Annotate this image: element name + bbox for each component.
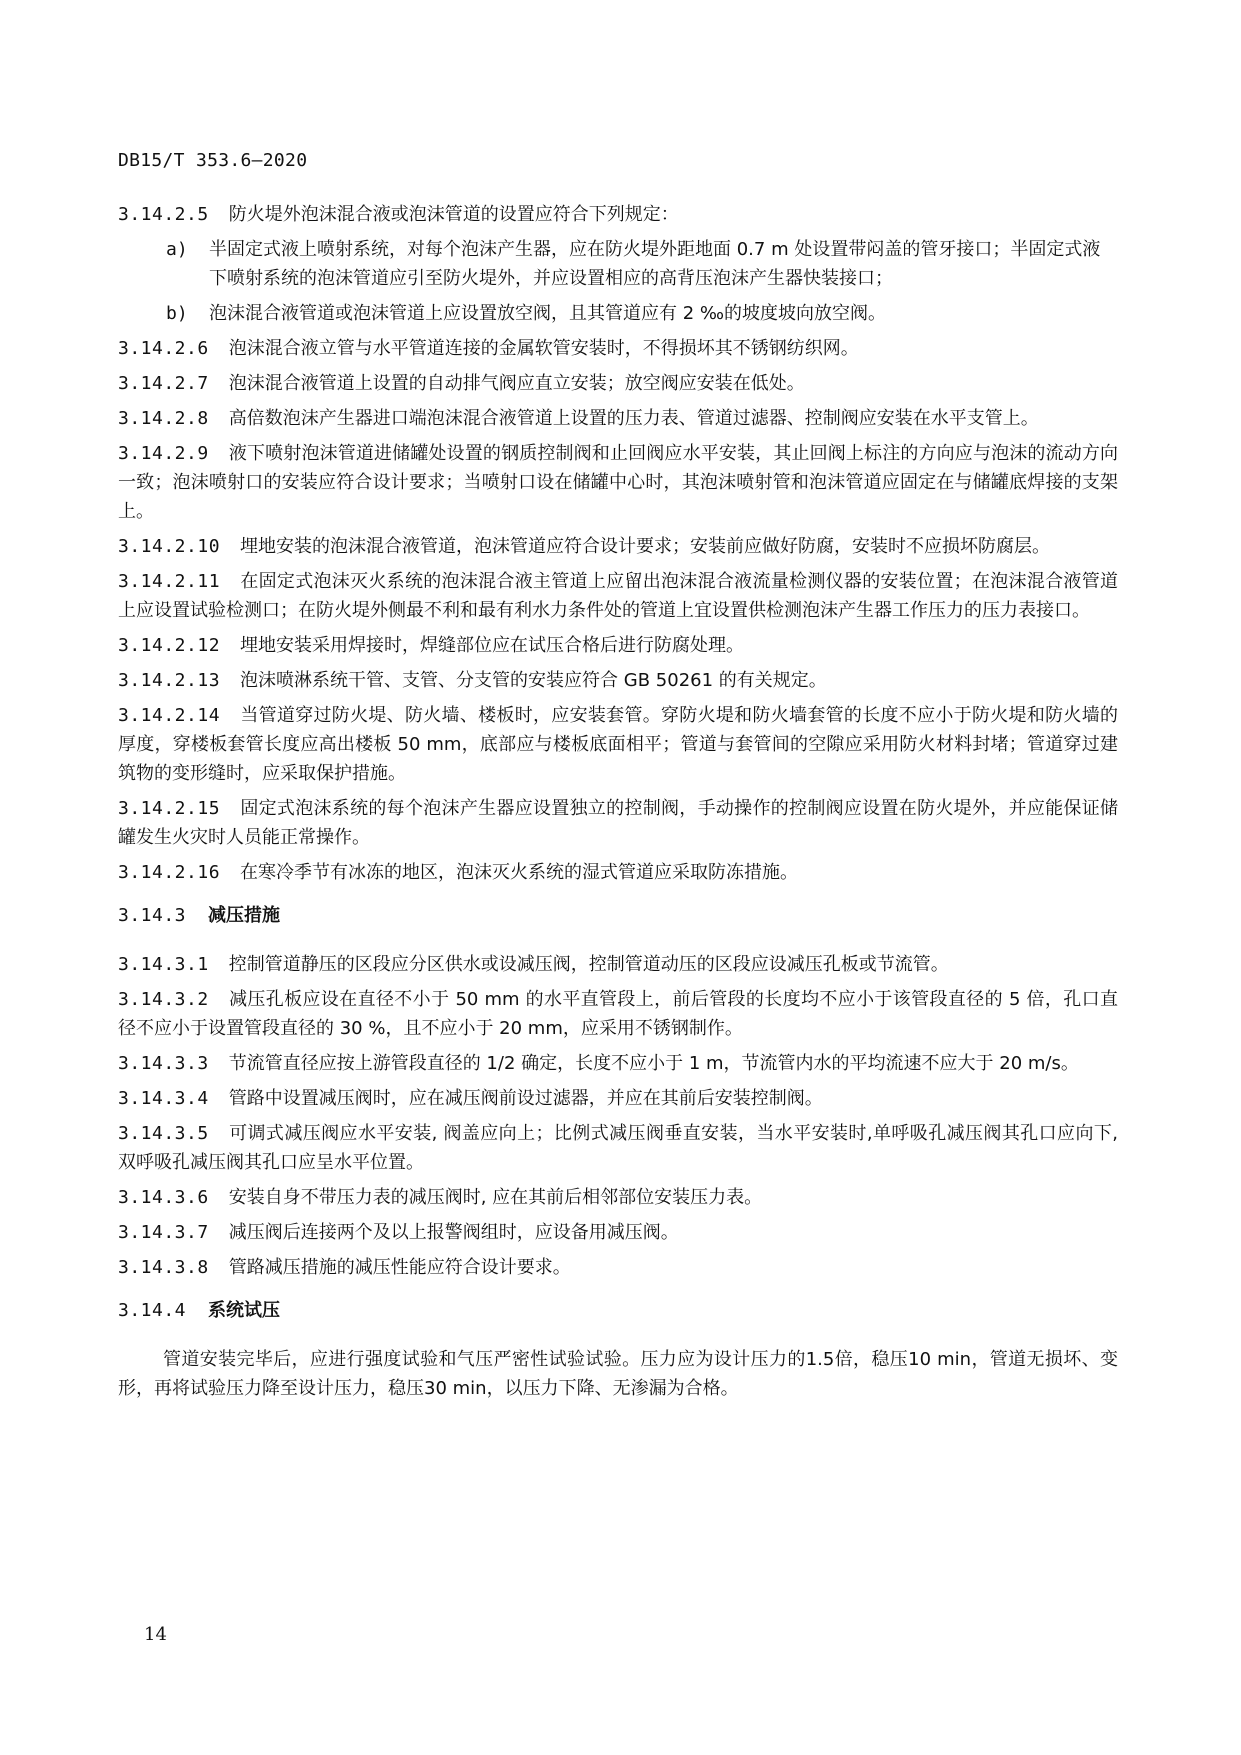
clause-text: 高倍数泡沫产生器进口端泡沫混合液管道上设置的压力表、管道过滤器、控制阀应安装在水平支管上。 — [228, 408, 1039, 429]
clause — [118, 369, 1118, 398]
clause — [118, 334, 1118, 363]
clause — [118, 950, 1118, 979]
clause — [118, 701, 1118, 788]
clause-number: 3.14.2.16 — [118, 862, 221, 883]
clause-number: 3.14.3.2 — [118, 989, 209, 1010]
clause-number: 3.14.2.8 — [118, 408, 209, 429]
list-marker: b) — [166, 303, 188, 324]
clause-number: 3.14.2.9 — [118, 443, 209, 464]
clause-text: 液下喷射泡沫管道进储罐处设置的钢质控制阀和止回阀应水平安装，其止回阀上标注的方向应与泡沫的流动方向一致；泡沫喷射口的安装应符合设计要求；当喷射口设在储罐中心时，其泡沫喷射管和泡沫管道应固定在与储罐底焊接的支架上。 — [118, 443, 1118, 522]
clause-number: 3.14.3.8 — [118, 1257, 209, 1278]
list-item — [118, 299, 1118, 328]
section-heading — [118, 901, 1118, 930]
clause — [118, 404, 1118, 433]
list-text: 泡沫混合液管道或泡沫管道上应设置放空阀，且其管道应有 2 ‰的坡度坡向放空阀。 — [209, 303, 887, 324]
clause-text: 可调式减压阀应水平安装, 阀盖应向上；比例式减压阀垂直安装，当水平安装时,单呼吸孔减压阀其孔口应向下, 双呼吸孔减压阀其孔口应呈水平位置。 — [118, 1123, 1118, 1173]
clause-text: 减压阀后连接两个及以上报警阀组时，应设备用减压阀。 — [228, 1222, 679, 1243]
clause-number: 3.14.3.1 — [118, 954, 209, 975]
clause-number: 3.14.2.5 — [118, 204, 209, 225]
clause — [118, 1253, 1118, 1282]
clause-text: 安装自身不带压力表的减压阀时, 应在其前后相邻部位安装压力表。 — [228, 1187, 763, 1208]
clause — [118, 1049, 1118, 1078]
clause-text: 管路中设置减压阀时，应在减压阀前设过滤器，并应在其前后安装控制阀。 — [228, 1088, 823, 1109]
clause — [118, 200, 1118, 229]
clause-text: 在固定式泡沫灭火系统的泡沫混合液主管道上应留出泡沫混合液流量检测仪器的安装位置；在泡沫混合液管道上应设置试验检测口；在防火堤外侧最不利和最有利水力条件处的管道上宜设置供检测泡沫产生器工作压力的压力表接口。 — [118, 571, 1118, 621]
clause-number: 3.14.2.15 — [118, 798, 221, 819]
clause-text: 节流管直径应按上游管段直径的 1/2 确定，长度不应小于 1 m，节流管内水的平均流速不应大于 20 m/s。 — [228, 1053, 1079, 1074]
clause-number: 3.14.3.7 — [118, 1222, 209, 1243]
page-number: 14 — [144, 1624, 167, 1645]
clause-text: 埋地安装的泡沫混合液管道，泡沫管道应符合设计要求；安装前应做好防腐，安装时不应损坏防腐层。 — [240, 536, 1051, 557]
clause-text: 固定式泡沫系统的每个泡沫产生器应设置独立的控制阀，手动操作的控制阀应设置在防火堤外，并应能保证储罐发生火灾时人员能正常操作。 — [118, 798, 1118, 848]
clause-text: 泡沫喷淋系统干管、支管、分支管的安装应符合 GB 50261 的有关规定。 — [240, 670, 827, 691]
clause-text: 减压孔板应设在直径不小于 50 mm 的水平直管段上，前后管段的长度均不应小于该管段直径的 5 倍，孔口直径不应小于设置管段直径的 30 %，且不应小于 20 mm，应采用不锈钢制作。 — [118, 989, 1118, 1039]
list-text: 半固定式液上喷射系统，对每个泡沫产生器，应在防火堤外距地面 0.7 m 处设置带闷盖的管牙接口；半固定式液下喷射系统的泡沫管道应引至防火堤外，并应设置相应的高背压泡沫产生器快装接口； — [209, 239, 1101, 289]
list-item — [118, 235, 1118, 293]
clause — [118, 567, 1118, 625]
clause-number: 3.14.2.13 — [118, 670, 221, 691]
list-marker: a) — [166, 239, 188, 260]
document-body — [118, 200, 1118, 1403]
body-paragraph: 管道安装完毕后，应进行强度试验和气压严密性试验试验。压力应为设计压力的1.5倍，稳压10 min，管道无损坏、变形，再将试验压力降至设计压力，稳压30 min，以压力下降、无渗漏为合格。 — [118, 1349, 1118, 1399]
clause — [118, 532, 1118, 561]
clause — [118, 985, 1118, 1043]
section-title: 系统试压 — [208, 1300, 281, 1321]
clause-text: 埋地安装采用焊接时，焊缝部位应在试压合格后进行防腐处理。 — [240, 635, 745, 656]
clause-number: 3.14.3.5 — [118, 1123, 209, 1144]
clause-text: 管路减压措施的减压性能应符合设计要求。 — [228, 1257, 571, 1278]
section-heading — [118, 1296, 1118, 1325]
clause-text: 泡沫混合液管道上设置的自动排气阀应直立安装；放空阀应安装在低处。 — [228, 373, 805, 394]
clause-number: 3.14.2.11 — [118, 571, 221, 592]
section-title: 减压措施 — [208, 905, 281, 926]
clause — [118, 666, 1118, 695]
section-number: 3.14.4 — [118, 1300, 187, 1321]
clause-number: 3.14.2.7 — [118, 373, 209, 394]
clause — [118, 1084, 1118, 1113]
section-number: 3.14.3 — [118, 905, 187, 926]
clause-number: 3.14.3.3 — [118, 1053, 209, 1074]
clause — [118, 439, 1118, 526]
clause — [118, 858, 1118, 887]
clause — [118, 794, 1118, 852]
document-code: DB15/T 353.6—2020 — [118, 150, 308, 171]
clause — [118, 1218, 1118, 1247]
clause-text: 在寒冷季节有冰冻的地区，泡沫灭火系统的湿式管道应采取防冻措施。 — [240, 862, 799, 883]
clause-number: 3.14.2.14 — [118, 705, 221, 726]
clause-number: 3.14.2.6 — [118, 338, 209, 359]
clause-number: 3.14.3.4 — [118, 1088, 209, 1109]
clause-number: 3.14.2.10 — [118, 536, 221, 557]
clause-number: 3.14.2.12 — [118, 635, 221, 656]
clause-text: 防火堤外泡沫混合液或泡沫管道的设置应符合下列规定： — [228, 204, 679, 225]
clause-number: 3.14.3.6 — [118, 1187, 209, 1208]
clause-text: 当管道穿过防火堤、防火墙、楼板时，应安装套管。穿防火堤和防火墙套管的长度不应小于防火堤和防火墙的厚度，穿楼板套管长度应高出楼板 50 mm，底部应与楼板底面相平；管道与套管间的空隙应采用防火材料封堵；管道穿过建筑物的变形缝时，应采取保护措施。 — [118, 705, 1118, 784]
clause-text: 泡沫混合液立管与水平管道连接的金属软管安装时，不得损坏其不锈钢纺织网。 — [228, 338, 859, 359]
clause — [118, 1183, 1118, 1212]
clause — [118, 631, 1118, 660]
clause-text: 控制管道静压的区段应分区供水或设减压阀，控制管道动压的区段应设减压孔板或节流管。 — [228, 954, 949, 975]
clause — [118, 1119, 1118, 1177]
